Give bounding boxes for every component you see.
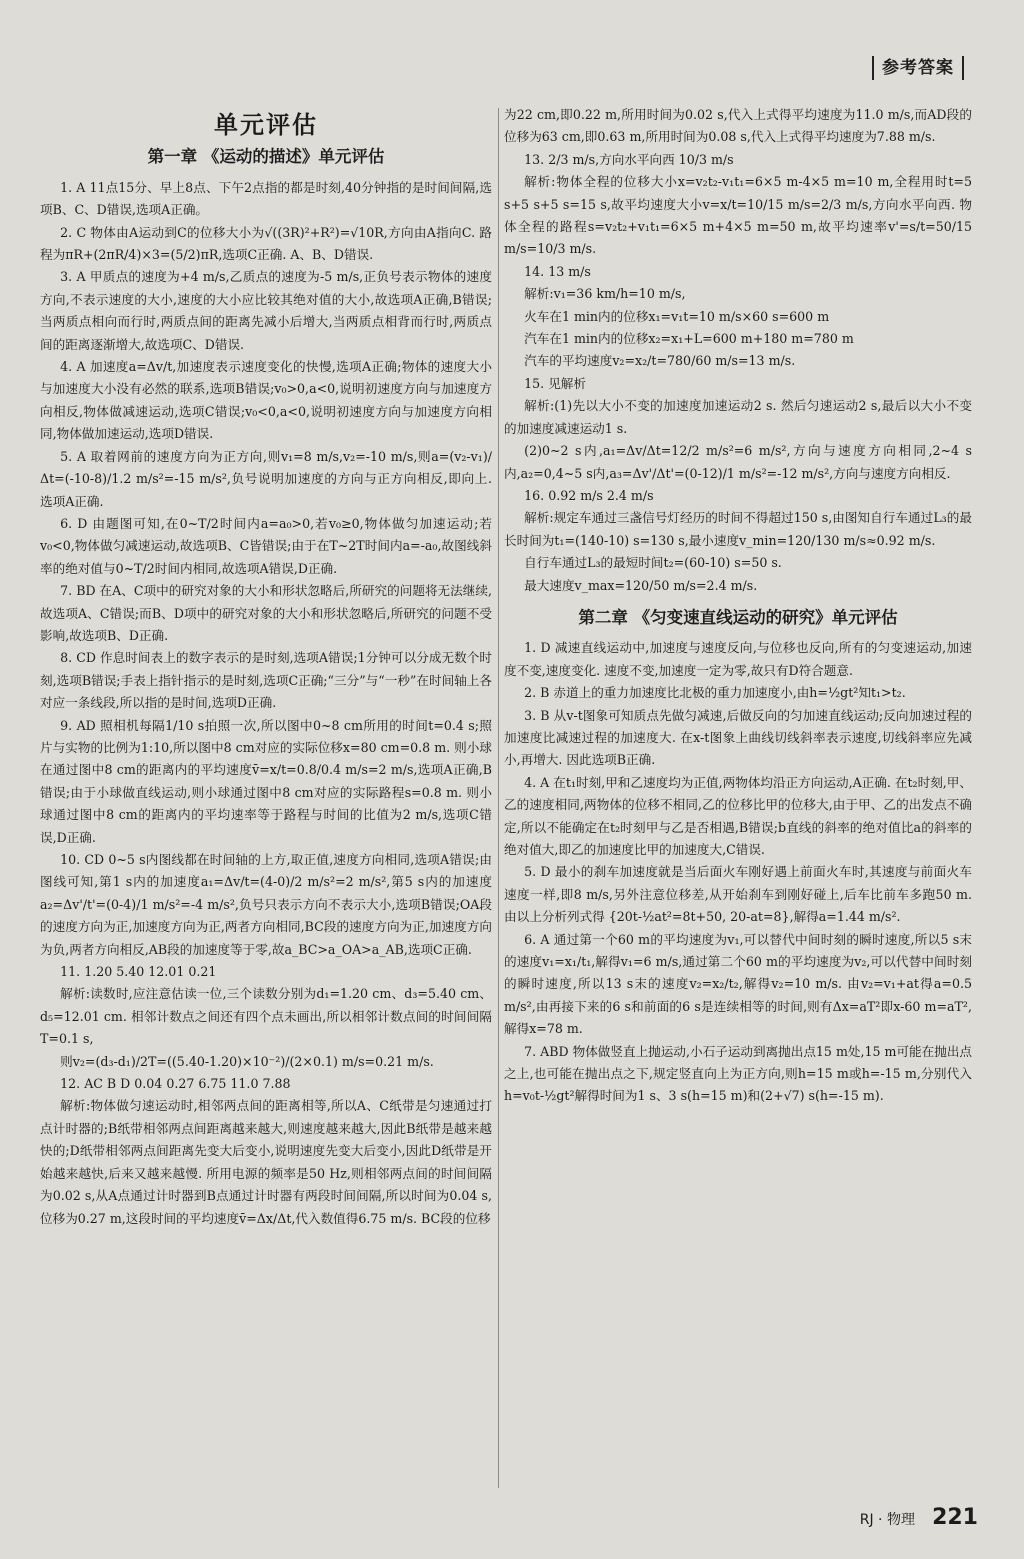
answer-paragraph: 解析:(1)先以大小不变的加速度加速运动2 s. 然后匀速运动2 s,最后以大小不变的加速度减速运动1 s. [504, 398, 972, 436]
answer-paragraph: 解析:物体做匀速运动时,相邻两点间的距离相等,所以A、C纸带是匀速通过打点计时器的;B纸带相邻两点间距离越来越大,则速度越来越大,因此B纸带是越来越快的;D纸带相邻两点间距离先变大后变小,说明速度先变大后变小,因此D纸带是开始越来越快,后来又越来越慢. 所用电源的频率是50 Hz,则相邻两点间的时间间隔为0.02 s,从A点通过计时器到B点通过计时器有两段时间间隔,所以时间为0.04 s,位移为0.27 m,这段时间的平均速度v̄=Δx/Δt,代入数值得6.75 m/s. BC段的位移 [40, 1098, 492, 1226]
chapter-2-title: 第二章 《匀变速直线运动的研究》单元评估 [578, 607, 898, 627]
answer-paragraph: 3. A 甲质点的速度为+4 m/s,乙质点的速度为-5 m/s,正负号表示物体的速度方向,不表示速度的大小,速度的大小应比较其绝对值的大小,故选项A正确,B错误;当两质点相向而行时,两质点间的距离先减小后增大,当两质点相背而行时,两质点间的距离逐渐增大,故选项C、D错误. [40, 269, 492, 352]
answer-paragraph: 3. B 从v-t图象可知质点先做匀减速,后做反向的匀加速直线运动;反向加速过程的加速度比减速过程的加速度大. 在x-t图象上曲线切线斜率表示速度,切线斜率应先减小,再增大. 因此选项B正确. [504, 707, 972, 768]
answer-paragraph: 15. 见解析 [524, 375, 586, 391]
page-number: 221 [932, 1505, 978, 1530]
answer-paragraph: 7. ABD 物体做竖直上抛运动,小石子运动到离抛出点15 m处,15 m可能在抛出点之上,也可能在抛出点之下,规定竖直向上为正方向,则h=15 m或h=-15 m,分别代入h=v₀t-½gt²解得时间为1 s、3 s(h=15 m)和(2+√7) s(h=-15 m). [504, 1043, 973, 1104]
answer-paragraph: 9. AD 照相机每隔1/10 s拍照一次,所以图中0~8 cm所用的时间t=0.4 s;照片与实物的比例为1:10,所以图中8 cm对应的实际位移x=80 cm=0.8 m. 则小球在通过图中8 cm的距离内的平均速度v̄=x/t=0.8/0.4 m/s=2 m/s,选项A正确,B错误;由于小球做直线运动,则小球通过图中8 cm对应的实际路程s=0.8 m. 则小球通过图中8 cm的距离内的平均速率等于路程与时间的比值为2 m/s,选项C错误,D正确. [40, 717, 492, 845]
answer-paragraph: 4. A 加速度a=Δv/t,加速度表示速度变化的快慢,选项A正确;物体的速度大小与加速度大小没有必然的联系,选项B错误;v₀>0,a<0,说明初速度方向与加速度方向相反,物体做减速运动,选项C错误;v₀<0,a<0,说明初速度方向与加速度方向相同,物体做加速运动,选项D错误. [40, 359, 492, 442]
edition-label: RJ · 物理 [859, 1512, 915, 1528]
answer-paragraph: 5. A 取着网前的速度方向为正方向,则v₁=8 m/s,v₂=-10 m/s,则a=(v₂-v₁)/Δt=(-10-8)/1.2 m/s²=-15 m/s²,负号说明加速度的方向与正方向相反,即向上. 选项A正确. [40, 448, 492, 509]
answer-paragraph: 解析:物体全程的位移大小x=v₂t₂-v₁t₁=6×5 m-4×5 m=10 m,全程用时t=5 s+5 s+5 s=15 s,故平均速度大小v=x/t=10/15 m/s=2/3 m/s,方向水平向西. 物体全程的路程s=v₂t₂+v₁t₁=6×5 m+4×5 m=50 m,故平均速率v'=s/t=50/15 m/s=10/3 m/s. [504, 174, 972, 257]
answer-paragraph: 火车在1 min内的位移x₁=v₁t=10 m/s×60 s=600 m [524, 308, 830, 324]
answer-paragraph: 2. C 物体由A运动到C的位移大小为√((3R)²+R²)=√10R,方向由A指向C. 路程为πR+(2πR/4)×3=(5/2)πR,选项C正确. A、B、D错误. [40, 224, 492, 263]
column-divider [498, 108, 499, 1488]
section-tag: 参考答案 [872, 56, 964, 80]
answer-paragraph: 10. CD 0~5 s内图线都在时间轴的上方,取正值,速度方向相同,选项A错误;由图线可知,第1 s内的加速度a₁=Δv/t=(4-0)/2 m/s²=2 m/s²,第5 s内的加速度a₂=Δv'/t'=(0-4)/1 m/s²=-4 m/s²,负号只表示方向不表示大小,选项B错误;OA段的速度方向为正,加速度方向为正,两者方向相同,BC段的速度方向为正,加速度方向为负,两者方向相反,AB段的加速度等于零,故a_BC>a_OA>a_AB,选项C正确. [40, 852, 492, 957]
answer-paragraph: 11. 1.20 5.40 12.01 0.21 [60, 964, 217, 980]
answer-paragraph: 14. 13 m/s [524, 263, 591, 279]
answer-paragraph: 8. CD 作息时间表上的数字表示的是时刻,选项A错误;1分钟可以分成无数个时刻,选项B错误;手表上指针指示的是时刻,选项C正确;“三分”与“一秒”在时间轴上各对应一条线段,所以指的是时间,选项D正确. [40, 650, 492, 711]
left-column [40, 108, 492, 1230]
answer-paragraph: 最大速度v_max=120/50 m/s=2.4 m/s. [524, 577, 758, 593]
answer-paragraph: 6. A 通过第一个60 m的平均速度为v₁,可以替代中间时刻的瞬时速度,所以5 s末的速度v₁=x₁/t₁,解得v₁=6 m/s,通过第二个60 m的平均速度为v₂,可以代替中间时刻的瞬时速度,所以13 s末的速度v₂=x₂/t₂,解得v₂=10 m/s. 由v₂=v₁+at得a=0.5 m/s²,由再接下来的6 s和前面的6 s是连续相等的时间,则有Δx=aT²即x-60 m=aT²,解得x=78 m. [504, 931, 972, 1037]
answer-paragraph: 7. BD 在A、C项中的研究对象的大小和形状忽略后,所研究的问题将无法继续,故选项A、C错误;而B、D项中的研究对象的大小和形状忽略后,所研究的问题不受影响,故选项B、D正确. [40, 583, 492, 643]
answer-paragraph: 为22 cm,即0.22 m,所用时间为0.02 s,代入上式得平均速度为11.0 m/s,而AD段的位移为63 cm,即0.63 m,所用时间为0.08 s,代入上式得平均速度为7.88 m/s. [504, 107, 972, 145]
answer-paragraph: 汽车在1 min内的位移x₂=x₁+L=600 m+180 m=780 m [524, 331, 854, 347]
answer-paragraph: 13. 2/3 m/s,方向水平向西 10/3 m/s [524, 151, 734, 167]
answer-paragraph: 16. 0.92 m/s 2.4 m/s [524, 487, 654, 503]
answer-paragraph: 5. D 最小的刹车加速度就是当后面火车刚好遇上前面火车时,其速度与前面火车速度一样,即8 m/s,另外注意位移差,从开始刹车到刚好碰上,后车比前车多跑50 m. 由以上分析列式得 {20t-½at²=8t+50, 20-at=8},解得a=1.44 m/s². [504, 864, 972, 925]
answer-paragraph: 解析:v₁=36 km/h=10 m/s, [524, 286, 686, 302]
right-column [504, 104, 972, 1108]
answer-paragraph: 自行车通过L₃的最短时间t₂=(60-10) s=50 s. [524, 555, 782, 571]
answer-paragraph: 解析:读数时,应注意估读一位,三个读数分别为d₁=1.20 cm、d₃=5.40 cm、d₅=12.01 cm. 相邻计数点之间还有四个点未画出,所以相邻计数点间的时间间隔T=0.1 s, [40, 986, 492, 1047]
page-footer [860, 1505, 978, 1530]
answer-paragraph: 1. D 减速直线运动中,加速度与速度反向,与位移也反向,所有的匀变速运动,加速度不变,速度变化. 速度不变,加速度一定为零,故只有D符合题意. [504, 640, 972, 678]
answer-paragraph: 则v₂=(d₃-d₁)/2T=((5.40-1.20)×10⁻²)/(2×0.1) m/s=0.21 m/s. [60, 1053, 434, 1069]
unit-title: 单元评估 [214, 111, 318, 139]
answer-paragraph: 1. A 11点15分、早上8点、下午2点指的都是时刻,40分钟指的是时间间隔,选项B、C、D错误,选项A正确。 [40, 179, 492, 218]
chapter-1-title: 第一章 《运动的描述》单元评估 [147, 147, 385, 167]
answer-paragraph: 汽车的平均速度v₂=x₂/t=780/60 m/s=13 m/s. [524, 353, 796, 369]
answer-paragraph: (2)0~2 s内,a₁=Δv/Δt=12/2 m/s²=6 m/s²,方向与速度方向相同,2~4 s内,a₂=0,4~5 s内,a₃=Δv'/Δt'=(0-12)/1 m/s²=-12 m/s²,方向与速度方向相反. [504, 443, 972, 481]
answer-paragraph: 12. AC B D 0.04 0.27 6.75 11.0 7.88 [60, 1076, 291, 1092]
answer-paragraph: 2. B 赤道上的重力加速度比北极的重力加速度小,由h=½gt²知t₁>t₂. [524, 685, 906, 701]
answer-paragraph: 6. D 由题图可知,在0~T/2时间内a=a₀>0,若v₀≥0,物体做匀加速运动;若v₀<0,物体做匀减速运动,故选项B、C皆错误;由于在T~2T时间内a=-a₀,故图线斜率的绝对值与0~T/2时间内相同,故选项A错误,D正确. [40, 515, 492, 576]
answer-paragraph: 4. A 在t₁时刻,甲和乙速度均为正值,两物体均沿正方向运动,A正确. 在t₂时刻,甲、乙的速度相同,两物体的位移不相同,乙的位移比甲的位移大,由于甲、乙的出发点不确定,所以不能确定在t₂时刻甲与乙是否相遇,B错误;b直线的斜率的绝对值比a的斜率的绝对值大,即乙的加速度比甲的加速度大,C错误. [504, 774, 972, 857]
answer-paragraph: 解析:规定车通过三盏信号灯经历的时间不得超过150 s,由图知自行车通过L₃的最长时间为t₁=(140-10) s=130 s,最小速度v_min=120/130 m/s≈0.92 m/s. [504, 510, 972, 548]
